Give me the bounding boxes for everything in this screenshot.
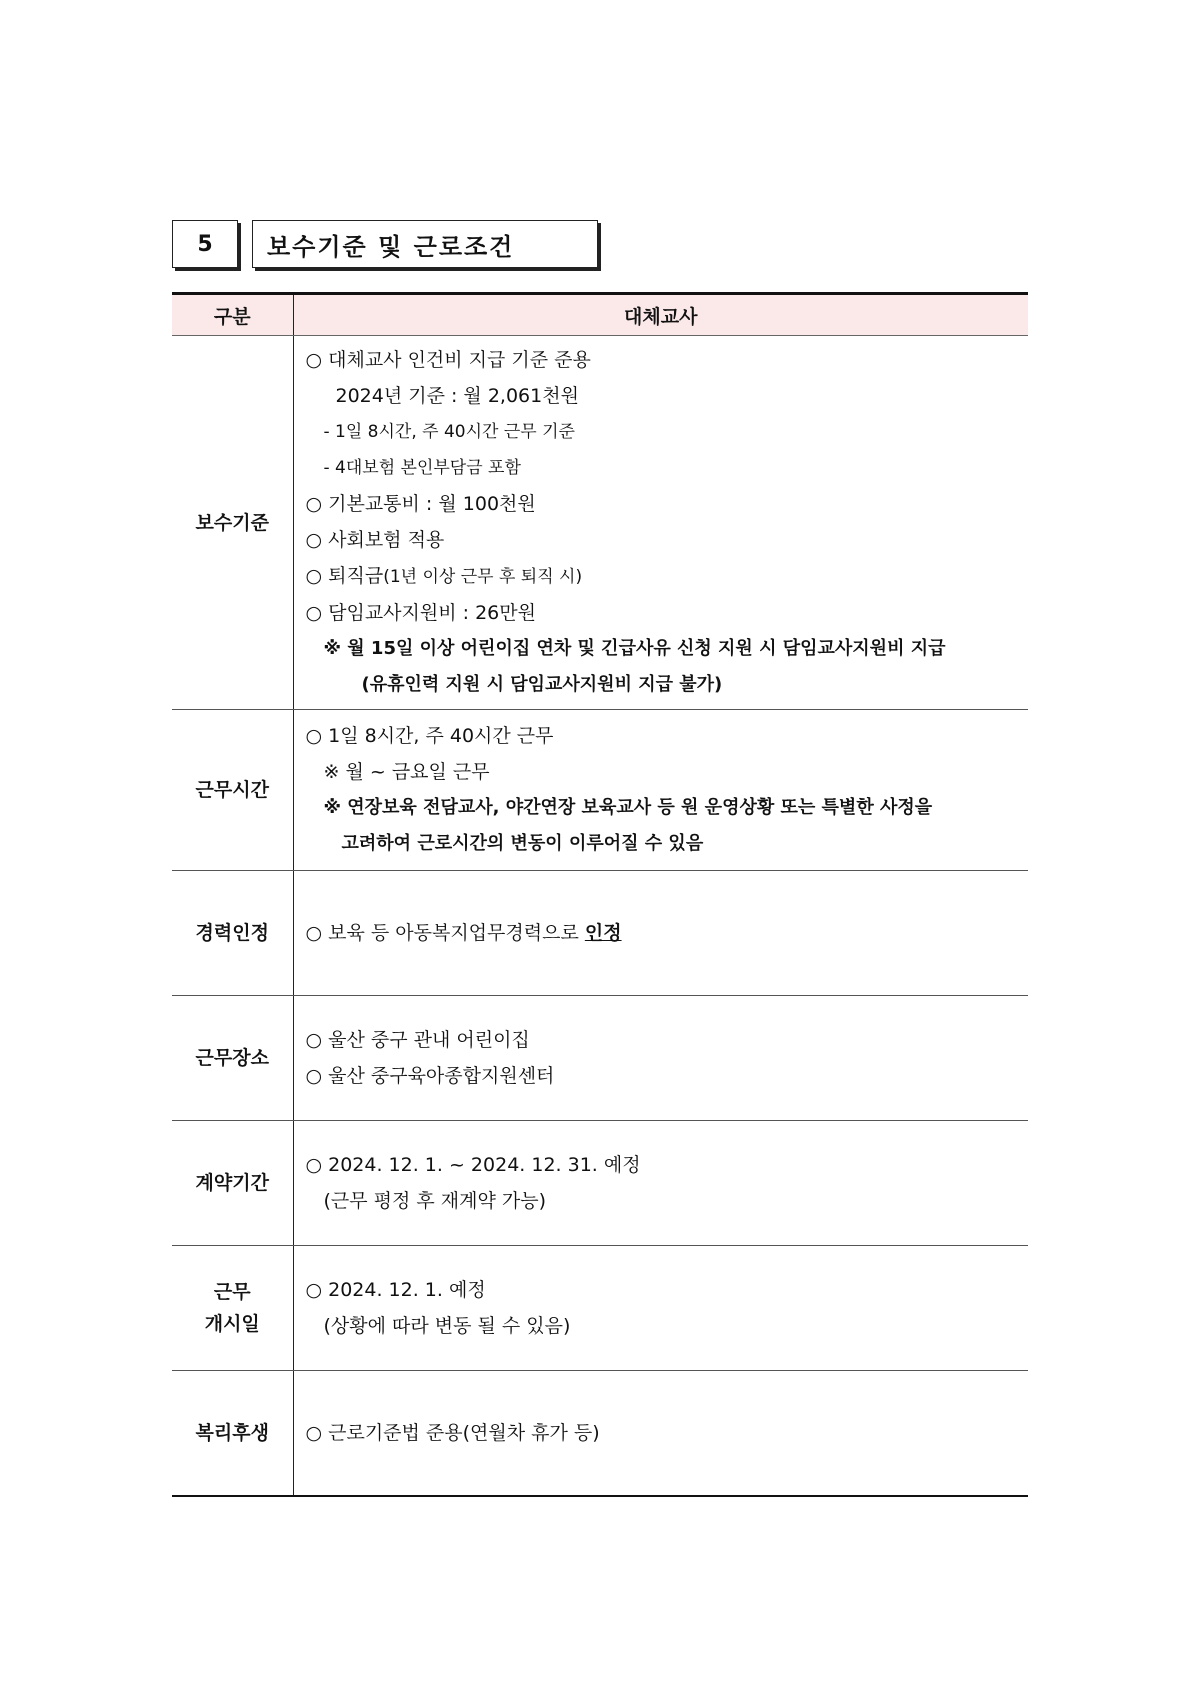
row-content-start xyxy=(293,1246,1028,1371)
hours-note-2: 고려하여 근로시간의 변동이 이루어질 수 있음 xyxy=(341,833,704,854)
row-label-career: 경력인정 xyxy=(172,871,293,996)
welfare-line-1: ○ 근로기준법 준용(연월차 휴가 등) xyxy=(305,1422,600,1444)
row-label-start xyxy=(172,1246,293,1371)
career-line-1 xyxy=(306,915,1021,951)
row-label-pay: 보수기준 xyxy=(172,336,293,710)
section-number: 5 xyxy=(172,220,238,268)
pay-line-4: - 4대보험 본인부담금 포함 xyxy=(323,458,521,478)
pay-line-7-note: (1년 이상 근무 후 퇴직 시) xyxy=(383,567,583,587)
place-line-2: ○ 울산 중구육아종합지원센터 xyxy=(305,1065,555,1087)
row-label-contract: 계약기간 xyxy=(172,1121,293,1246)
row-label-hours: 근무시간 xyxy=(172,710,293,871)
row-content-career xyxy=(293,871,1028,996)
table-row-hours xyxy=(172,710,1028,871)
row-label-place: 근무장소 xyxy=(172,996,293,1121)
table-row-place xyxy=(172,996,1028,1121)
pay-line-3: - 1일 8시간, 주 40시간 근무 기준 xyxy=(323,422,575,442)
pay-line-7 xyxy=(306,558,1021,595)
table-row-pay xyxy=(172,336,1028,710)
header-category: 구분 xyxy=(172,294,293,336)
contract-line-2: (근무 평정 후 재계약 가능) xyxy=(323,1190,547,1212)
row-label-welfare: 복리후생 xyxy=(172,1371,293,1497)
table-row-start xyxy=(172,1246,1028,1371)
start-label-2: 개시일 xyxy=(204,1313,260,1335)
row-content-welfare xyxy=(293,1371,1028,1497)
hours-line-2: ※ 월 ~ 금요일 근무 xyxy=(323,761,490,783)
start-line-1: ○ 2024. 12. 1. 예정 xyxy=(305,1279,486,1301)
hours-note-1: ※ 연장보육 전담교사, 야간연장 보육교사 등 원 운영상황 또는 특별한 사정을 xyxy=(323,797,933,818)
contract-line-1: ○ 2024. 12. 1. ~ 2024. 12. 31. 예정 xyxy=(305,1154,641,1176)
pay-line-7-main: ○ 퇴직금 xyxy=(305,565,384,587)
table-row-welfare xyxy=(172,1371,1028,1497)
table-header-row xyxy=(172,294,1028,336)
header-substitute-teacher: 대체교사 xyxy=(293,294,1028,336)
start-label-1: 근무 xyxy=(213,1281,251,1303)
career-recognized: 인정 xyxy=(584,922,622,944)
pay-line-5: ○ 기본교통비 : 월 100천원 xyxy=(305,493,536,515)
pay-note-2: (유휴인력 지원 시 담임교사지원비 지급 불가) xyxy=(361,674,723,695)
row-content-contract xyxy=(293,1121,1028,1246)
row-content-hours xyxy=(293,710,1028,871)
pay-line-6: ○ 사회보험 적용 xyxy=(305,529,445,551)
row-content-place xyxy=(293,996,1028,1121)
career-text: ○ 보육 등 아동복지업무경력으로 xyxy=(305,922,585,944)
table-row-contract xyxy=(172,1121,1028,1246)
section-title: 보수기준 및 근로조건 xyxy=(252,220,598,268)
pay-line-1: ○ 대체교사 인건비 지급 기준 준용 xyxy=(305,349,591,371)
start-line-2: (상황에 따라 변동 될 수 있음) xyxy=(323,1315,571,1337)
row-content-pay xyxy=(293,336,1028,710)
hours-line-1: ○ 1일 8시간, 주 40시간 근무 xyxy=(305,725,554,747)
conditions-table xyxy=(172,292,1028,1497)
pay-line-8: ○ 담임교사지원비 : 26만원 xyxy=(305,602,536,624)
pay-line-2: 2024년 기준 : 월 2,061천원 xyxy=(335,385,579,407)
pay-note-1: ※ 월 15일 이상 어린이집 연차 및 긴급사유 신청 지원 시 담임교사지원비 지급 xyxy=(323,638,946,659)
table-row-career xyxy=(172,871,1028,996)
place-line-1: ○ 울산 중구 관내 어린이집 xyxy=(305,1029,530,1051)
